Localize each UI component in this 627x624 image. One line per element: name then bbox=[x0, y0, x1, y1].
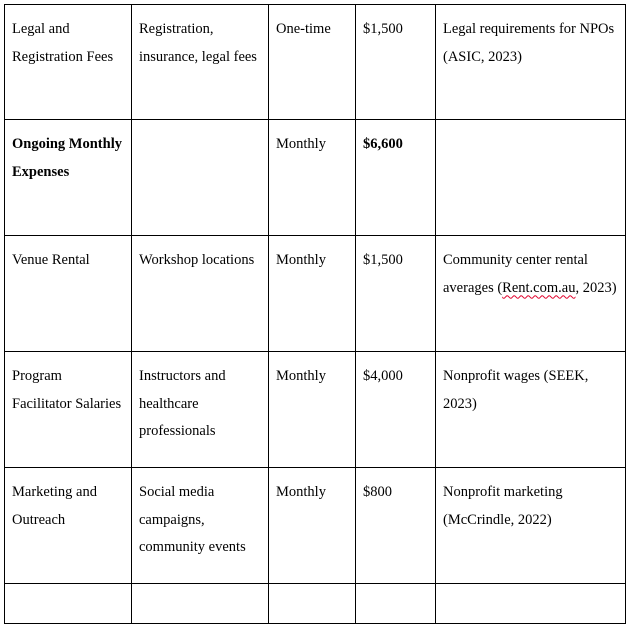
description-cell bbox=[132, 120, 269, 236]
budget-table bbox=[4, 4, 626, 624]
spellcheck-word: Rent.com.au bbox=[502, 279, 576, 296]
description-cell: Instructors and healthcare professionals bbox=[132, 352, 269, 468]
cost-cell: $6,600 bbox=[356, 120, 436, 236]
source-cell: Legal requirements for NPOs (ASIC, 2023) bbox=[436, 5, 626, 120]
frequency-cell: Monthly bbox=[269, 236, 356, 352]
cost-cell: $1,500 bbox=[356, 236, 436, 352]
table-row bbox=[5, 5, 626, 120]
frequency-cell: One-time bbox=[269, 5, 356, 120]
table-row bbox=[5, 120, 626, 236]
cost-cell: $4,000 bbox=[356, 352, 436, 468]
cost-cell bbox=[356, 584, 436, 624]
item-cell: Marketing and Outreach bbox=[5, 468, 132, 584]
cost-cell: $800 bbox=[356, 468, 436, 584]
frequency-cell: Monthly bbox=[269, 120, 356, 236]
item-cell: Ongoing Monthly Expenses bbox=[5, 120, 132, 236]
table-row bbox=[5, 236, 626, 352]
item-cell: Program Facilitator Salaries bbox=[5, 352, 132, 468]
cost-cell: $1,500 bbox=[356, 5, 436, 120]
source-cell bbox=[436, 236, 626, 352]
table-row bbox=[5, 468, 626, 584]
item-cell bbox=[5, 584, 132, 624]
description-cell: Social media campaigns, community events bbox=[132, 468, 269, 584]
table-row bbox=[5, 584, 626, 624]
frequency-cell: Monthly bbox=[269, 468, 356, 584]
source-cell bbox=[436, 584, 626, 624]
description-cell bbox=[132, 584, 269, 624]
frequency-cell bbox=[269, 584, 356, 624]
description-cell: Workshop locations bbox=[132, 236, 269, 352]
source-cell bbox=[436, 120, 626, 236]
frequency-cell: Monthly bbox=[269, 352, 356, 468]
table-row bbox=[5, 352, 626, 468]
source-cell: Nonprofit wages (SEEK, 2023) bbox=[436, 352, 626, 468]
source-cell: Nonprofit marketing (McCrindle, 2022) bbox=[436, 468, 626, 584]
description-cell: Registration, insurance, legal fees bbox=[132, 5, 269, 120]
source-text: , 2023) bbox=[575, 279, 617, 296]
source-text: Community center rental averages ( bbox=[443, 252, 588, 296]
item-cell: Venue Rental bbox=[5, 236, 132, 352]
item-cell: Legal and Registration Fees bbox=[5, 5, 132, 120]
